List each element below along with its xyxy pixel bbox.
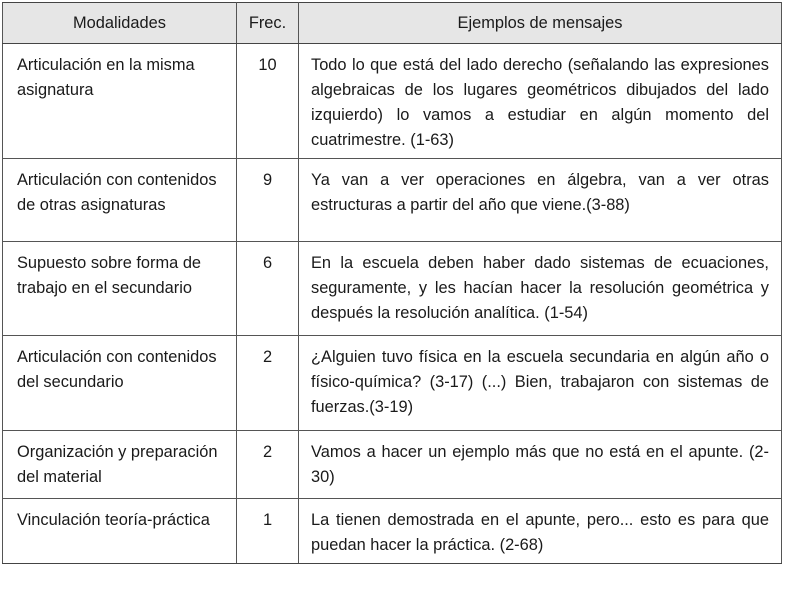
frecuencia-cell: 2 — [237, 336, 299, 431]
frecuencia-cell: 9 — [237, 159, 299, 242]
ejemplo-cell: En la escuela deben haber dado sistemas de ecuaciones, seguramente, y les hacían hacer la resolución geométrica y después la resolución analítica. (1-54) — [299, 242, 782, 336]
frecuencia-cell: 6 — [237, 242, 299, 336]
table-row — [3, 499, 782, 564]
frecuencia-cell: 1 — [237, 499, 299, 564]
modalidad-cell: Articulación con contenidos del secundario — [3, 336, 237, 431]
table-row — [3, 44, 782, 159]
table-row — [3, 336, 782, 431]
modalidad-cell: Articulación con contenidos de otras asignaturas — [3, 159, 237, 242]
modalidad-cell: Vinculación teoría-práctica — [3, 499, 237, 564]
modalidad-cell: Articulación en la misma asignatura — [3, 44, 237, 159]
modalidades-table — [2, 2, 782, 564]
frecuencia-cell: 2 — [237, 431, 299, 499]
table-row — [3, 242, 782, 336]
table-row — [3, 431, 782, 499]
table-row — [3, 159, 782, 242]
ejemplo-cell: ¿Alguien tuvo física en la escuela secundaria en algún año o físico-química? (3-17) (...) Bien, trabajaron con sistemas de fuerzas.(3-19) — [299, 336, 782, 431]
frecuencia-cell: 10 — [237, 44, 299, 159]
header-row — [3, 3, 782, 44]
header-frecuencia: Frec. — [237, 3, 299, 44]
modalidad-cell: Supuesto sobre forma de trabajo en el secundario — [3, 242, 237, 336]
header-ejemplos: Ejemplos de mensajes — [299, 3, 782, 44]
modalidad-cell: Organización y preparación del material — [3, 431, 237, 499]
ejemplo-cell: Ya van a ver operaciones en álgebra, van a ver otras estructuras a partir del año que viene.(3-88) — [299, 159, 782, 242]
ejemplo-cell: Vamos a hacer un ejemplo más que no está en el apunte. (2-30) — [299, 431, 782, 499]
ejemplo-cell: La tienen demostrada en el apunte, pero... esto es para que puedan hacer la práctica. (2-68) — [299, 499, 782, 564]
ejemplo-cell: Todo lo que está del lado derecho (señalando las expresiones algebraicas de los lugares geométricos dibujados del lado izquierdo) lo vamos a estudiar en algún momento del cuatrimestre. (1-63) — [299, 44, 782, 159]
header-modalidades: Modalidades — [3, 3, 237, 44]
